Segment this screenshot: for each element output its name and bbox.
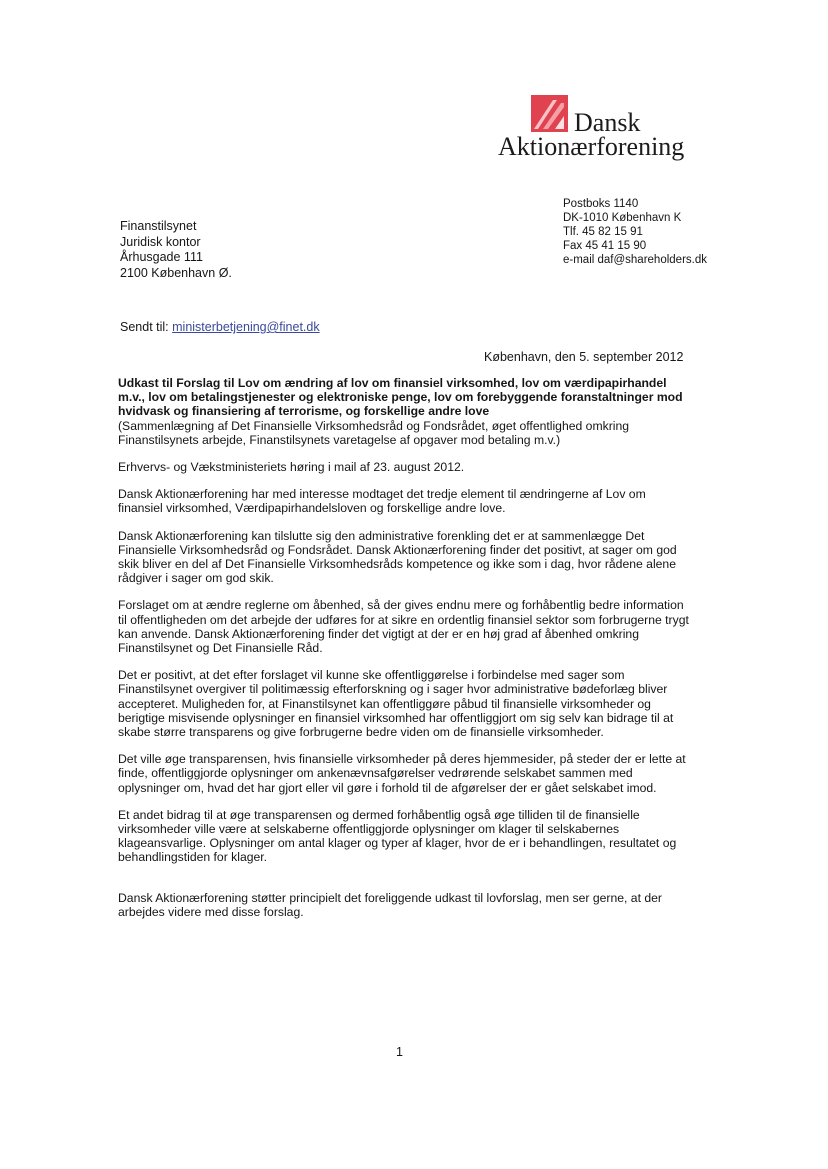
paragraph: Et andet bidrag til at øge transparensen og dermed forhåbentlig også øge tilliden til de finansielle virksomheder ville være at selskaberne offentliggjorde oplysninger om klager til selskabernes klageansvarlige. Oplysninger om antal klager og typer af klager, hvor de er i behandlingen, resultatet og behandlingstiden for klager. xyxy=(118,807,677,865)
page-number: 1 xyxy=(396,1045,403,1059)
recipient-line: Århusgade 111 xyxy=(120,250,203,264)
paragraph: Dansk Aktionærforening støtter principielt det foreliggende udkast til lovforslag, men ser gerne, at der arbejdes videre med disse forslag. xyxy=(118,890,662,919)
paragraph: Det er positivt, at det efter forslaget vil kunne ske offentliggørelse i forbindelse med sager som Finanstilsynet overgiver til politimæssig efterforskning og i sager hvor administrative bødeforlæg bliver accepteret. Muligheden for, at Finanstilsynet kan offentliggøre påbud til finansielle virksomheder og berigtige misvisende oplysninger en finansiel virksomhed har offentliggjort om sig selv kan bidrage til at skabe større transparens og give forbrugerne bedre viden om de finansielle virksomheder. xyxy=(118,668,674,740)
subject-title: Udkast til Forslag til Lov om ændring af lov om finansiel virksomhed, lov om værdipapirhandel m.v., lov om betalingstjenester og elektroniske penge, lov om forebyggende foranstaltninger mod hvidvask og finansiering af terrorisme, og forskellige andre love xyxy=(118,376,683,419)
logo-text-line1: Dansk xyxy=(574,108,641,137)
sender-address xyxy=(563,197,707,267)
sent-to-email-link[interactable]: ministerbetjening@finet.dk xyxy=(172,320,320,334)
letter-body xyxy=(118,376,690,919)
recipient-line: Juridisk kontor xyxy=(120,234,201,249)
logo-text-line2: Aktionærforening xyxy=(498,132,685,161)
paragraph: Dansk Aktionærforening kan tilslutte sig den administrative forenkling det er at sammenlægge Det Finansielle Virksomhedsråd og Fondsrådet. Dansk Aktionærforening finder det positivt, at sager om god skik bliver en del af Det Finansielle Virksomhedsråds kompetence og ikke som i dag, hvor rådene alene rådgiver i sager om god skik. xyxy=(118,528,677,586)
recipient-address xyxy=(120,219,232,281)
paragraph: Dansk Aktionærforening har med interesse modtaget det tredje element til ændringerne af Lov om finansiel virksomhed, Værdipapirhandelsloven og forskellige andre love. xyxy=(118,487,646,516)
sender-line: Fax 45 41 15 90 xyxy=(563,240,647,252)
recipient-line: 2100 København Ø. xyxy=(120,265,232,280)
recipient-line: Finanstilsynet xyxy=(120,219,197,233)
sender-line: DK-1010 København K xyxy=(563,212,682,224)
sent-to-label: Sendt til: xyxy=(120,320,169,334)
logo-mark-icon xyxy=(531,95,568,132)
sender-line: e-mail daf@shareholders.dk xyxy=(563,254,707,266)
paragraph: Forslaget om at ændre reglerne om åbenhed, så der gives endnu mere og forhåbentlig bedre information til offentligheden om det arbejde der udføres for at sikre en ordentlig finansiel sektor som forbrugerne trygt kan anvende. Dansk Aktionærforening finder det vigtigt at der er en høj grad af åbenhed omkring Finanstilsynet og Det Finansielle Råd. xyxy=(118,598,689,656)
subject-subtitle: (Sammenlægning af Det Finansielle Virksomhedsråd og Fondsrådet, øget offentlighed omkring Finanstilsynets arbejde, Finanstilsynets varetagelse af opgaver mod betaling m.v.) xyxy=(118,418,630,447)
logo xyxy=(497,93,697,168)
sender-line: Postboks 1140 xyxy=(563,198,639,210)
paragraph: Erhvervs- og Vækstministeriets høring i mail af 23. august 2012. xyxy=(118,460,465,475)
sent-to-line xyxy=(120,320,320,335)
date-line: København, den 5. september 2012 xyxy=(484,350,684,364)
sender-line: Tlf. 45 82 15 91 xyxy=(563,226,643,238)
paragraph: Det ville øge transparensen, hvis finansielle virksomheder på deres hjemmesider, på steder der er lette at finde, offentliggjorde oplysninger om ankenævnsafgørelser vedrørende selskabet sammen med oplysninger om, hvad det har gjort eller vil gøre i forhold til de afgørelser der er gået selskabet imod. xyxy=(118,752,686,795)
